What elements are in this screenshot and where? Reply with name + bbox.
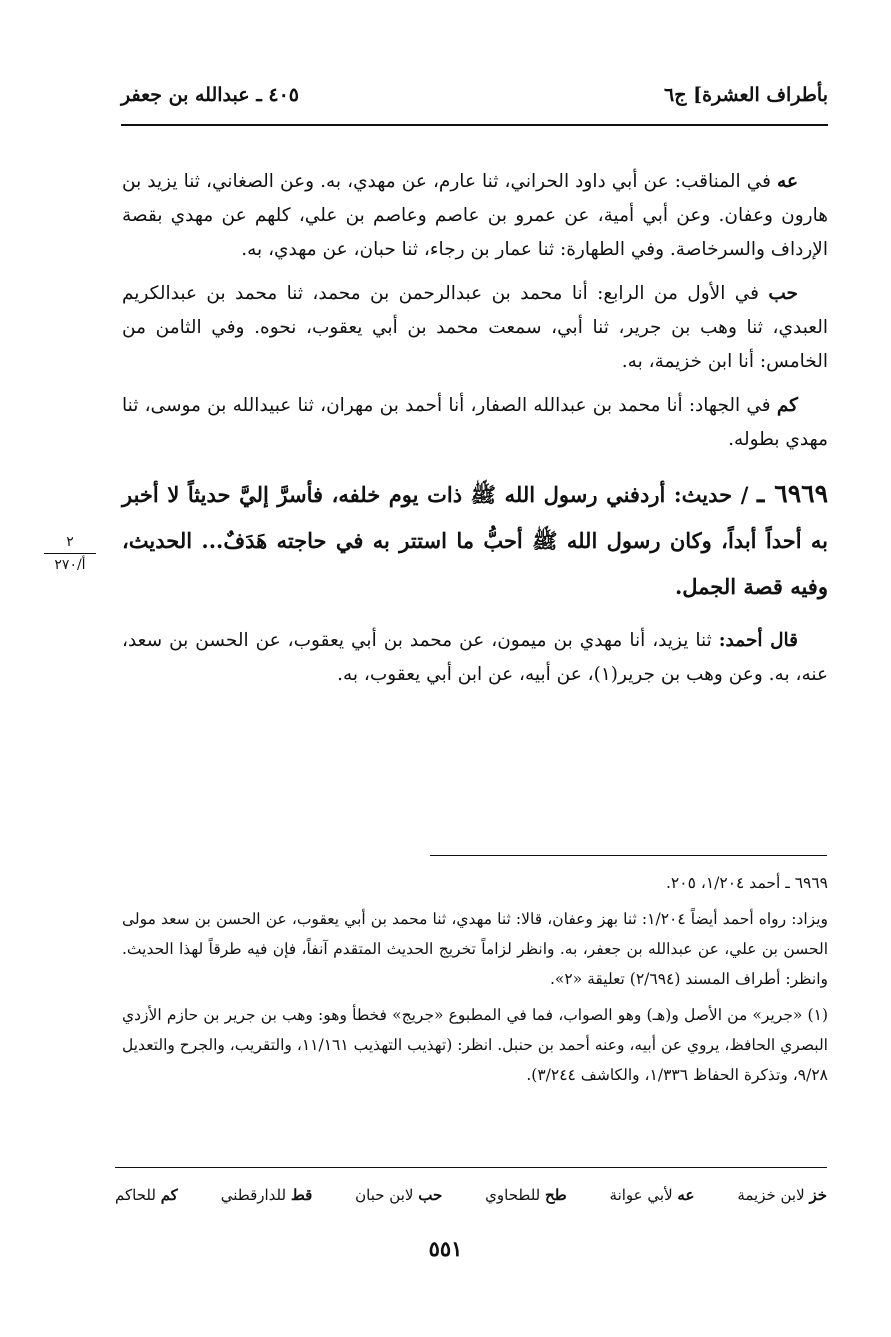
footnote-rule [430,855,827,856]
abbreviation-key [115,1186,827,1204]
abbreviation-item: عه لأبي عوانة [609,1186,695,1204]
abbreviation-item: كم للحاكم [115,1186,178,1204]
footnotes [122,868,828,1096]
paragraph [122,165,828,267]
footnote: ٦٩٦٩ ـ أحمد ١/٢٠٤، ٢٠٥. [665,874,828,892]
manuscript-folio-note [40,533,100,574]
section-title: ٤٠٥ ـ عبدالله بن جعفر [121,84,299,106]
source-code: حب [768,283,798,304]
paragraph-text: في الجهاد: أنا محمد بن عبدالله الصفار، أنا أحمد بن مهران، ثنا عبيدالله بن موسى، ثنا مهدي بطوله. [122,395,828,450]
isnad-text: ثنا يزيد، أنا مهدي بن ميمون، عن محمد بن أبي يعقوب، عن الحسن بن سعد، عنه، به. وعن وهب بن جرير(١)، عن أبيه، عن ابن أبي يعقوب، به. [122,630,828,685]
paragraph-text: في المناقب: عن أبي داود الحراني، ثنا عارم، عن مهدي، به. وعن الصغاني، ثنا يزيد بن هارون وعفان. وعن أبي أمية، عن عمرو بن عاصم وعاصم بن علي، كلهم عن مهدي بقصة الإرداف والسرخاصة. وفي الطهارة: ثنا عمار بن رجاء، ثنا حبان، عن مهدي، به. [122,171,828,260]
folio-divider [44,553,96,554]
folio-ref: أ/٢٧٠ [54,557,86,573]
main-text [122,165,828,692]
isnad-paragraph [122,624,828,692]
paragraph [122,389,828,457]
footnote: (١) «جرير» من الأصل و(هـ) وهو الصواب، فما في المطبوع «جريج» فخطأ وهو: وهب بن جرير بن حازم الأزدي البصري الحافظ، يروي عن أبيه، وعنه أحمد بن حنبل. انظر: (تهذيب التهذيب ١١/١٦١، والتقريب، والجرح والتعديل ٩/٢٨، وتذكرة الحفاظ ١/٣٣٦، والكاشف ٣/٢٤٤). [122,1006,828,1084]
abbreviation-item: حب لابن حبان [355,1186,443,1204]
book-title: بأطراف العشرة] ج٦ [664,84,828,106]
header-rule [121,124,828,126]
running-header [121,84,828,120]
hadith-text: / حديث: أردفني رسول الله ﷺ ذات يوم خلفه، فأسرَّ إليَّ حديثاً لا أخبر به أحداً أبداً، وكان رسول الله ﷺ أحبُّ ما استتر به في حاجته هَدَفٌ... الحديث، وفيه قصة الجمل. [122,482,828,599]
paragraph-text: في الأول من الرابع: أنا محمد بن عبدالرحمن بن محمد، ثنا محمد بن عبدالكريم العبدي، ثنا وهب بن جرير، ثنا أبي، سمعت محمد بن أبي يعقوب، نحوه. وفي الثامن من الخامس: أنا ابن خزيمة، به. [122,283,828,372]
source-code: كم [776,395,798,416]
abbreviations-rule [115,1167,827,1168]
folio-number: ٢ [66,534,74,550]
source-code: عه [777,171,798,192]
hadith-entry [122,471,828,610]
abbreviation-item: قط للدارقطني [220,1186,313,1204]
footnote: ويزاد: رواه أحمد أيضاً ١/٢٠٤: ثنا بهز وعفان، قالا: ثنا مهدي، ثنا محمد بن أبي يعقوب، عن الحسن بن سعد مولى الحسن بن علي، عن عبدالله بن جعفر، به. وانظر لزاماً تخريج الحديث المتقدم آنفاً، فإن فيه طرقاً لهذا الحديث. وانظر: أطراف المسند (٢/٦٩٤) تعليقة «٢». [122,910,828,988]
page-number: ٥٥١ [428,1236,463,1261]
hadith-number: ٦٩٦٩ ـ [756,479,828,508]
abbreviation-item: خز لابن خزيمة [737,1186,827,1204]
abbreviation-item: طح للطحاوي [485,1186,567,1204]
isnad-label: قال أحمد: [718,630,798,651]
paragraph [122,277,828,379]
